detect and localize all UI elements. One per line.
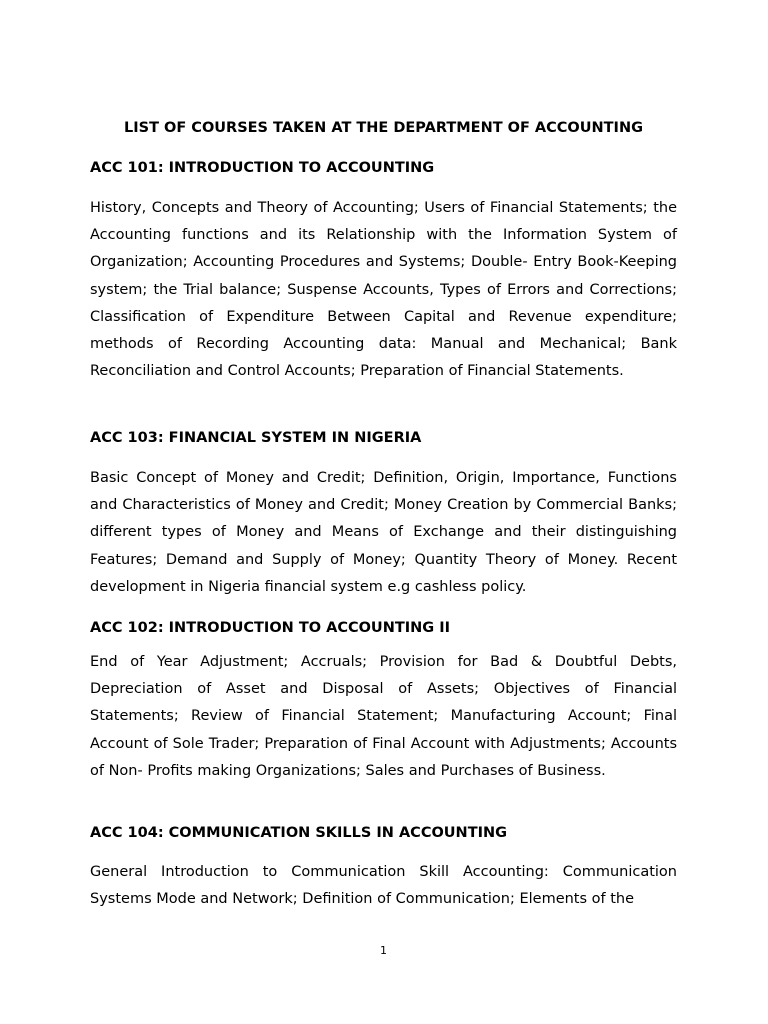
- section-body-acc103: Basic Concept of Money and Credit; Definition, Origin, Importance, Functions and Characteristics of Money and Credit; Money Creation by Commercial Banks; different types of Money and Means of Exchange and their distinguishing Features; Demand and Supply of Money; Quantity Theory of Money. Recent development in Nigeria financial system e.g cashless policy.: [90, 470, 677, 595]
- section-heading-acc104: ACC 104: COMMUNICATION SKILLS IN ACCOUNTING: [90, 825, 508, 841]
- document-page: [90, 0, 677, 1024]
- section-body-acc104: General Introduction to Communication Skill Accounting: Communication Systems Mode and Network; Definition of Communication; Elements of the: [90, 864, 677, 908]
- section-body-acc102: End of Year Adjustment; Accruals; Provision for Bad & Doubtful Debts, Depreciation of Asset and Disposal of Assets; Objectives of Financial Statements; Review of Financial Statement; Manufacturing Account; Final Account of Sole Trader; Preparation of Final Account with Adjustments; Accounts of Non- Profits making Organizations; Sales and Purchases of Business.: [90, 654, 677, 779]
- section-heading-acc102: ACC 102: INTRODUCTION TO ACCOUNTING II: [90, 620, 450, 636]
- section-body-acc101: History, Concepts and Theory of Accounting; Users of Financial Statements; the Accounting functions and its Relationship with the Information System of Organization; Accounting Procedures and Systems; Double- Entry Book-Keeping system; the Trial balance; Suspense Accounts, Types of Errors and Corrections; Classification of Expenditure Between Capital and Revenue expenditure; methods of Recording Accounting data: Manual and Mechanical; Bank Reconciliation and Control Accounts; Preparation of Financial Statements.: [90, 200, 677, 380]
- page-number: 1: [380, 944, 387, 957]
- section-heading-acc101: ACC 101: INTRODUCTION TO ACCOUNTING: [90, 160, 435, 176]
- section-heading-acc103: ACC 103: FINANCIAL SYSTEM IN NIGERIA: [90, 430, 422, 446]
- document-title: LIST OF COURSES TAKEN AT THE DEPARTMENT OF ACCOUNTING: [124, 120, 643, 136]
